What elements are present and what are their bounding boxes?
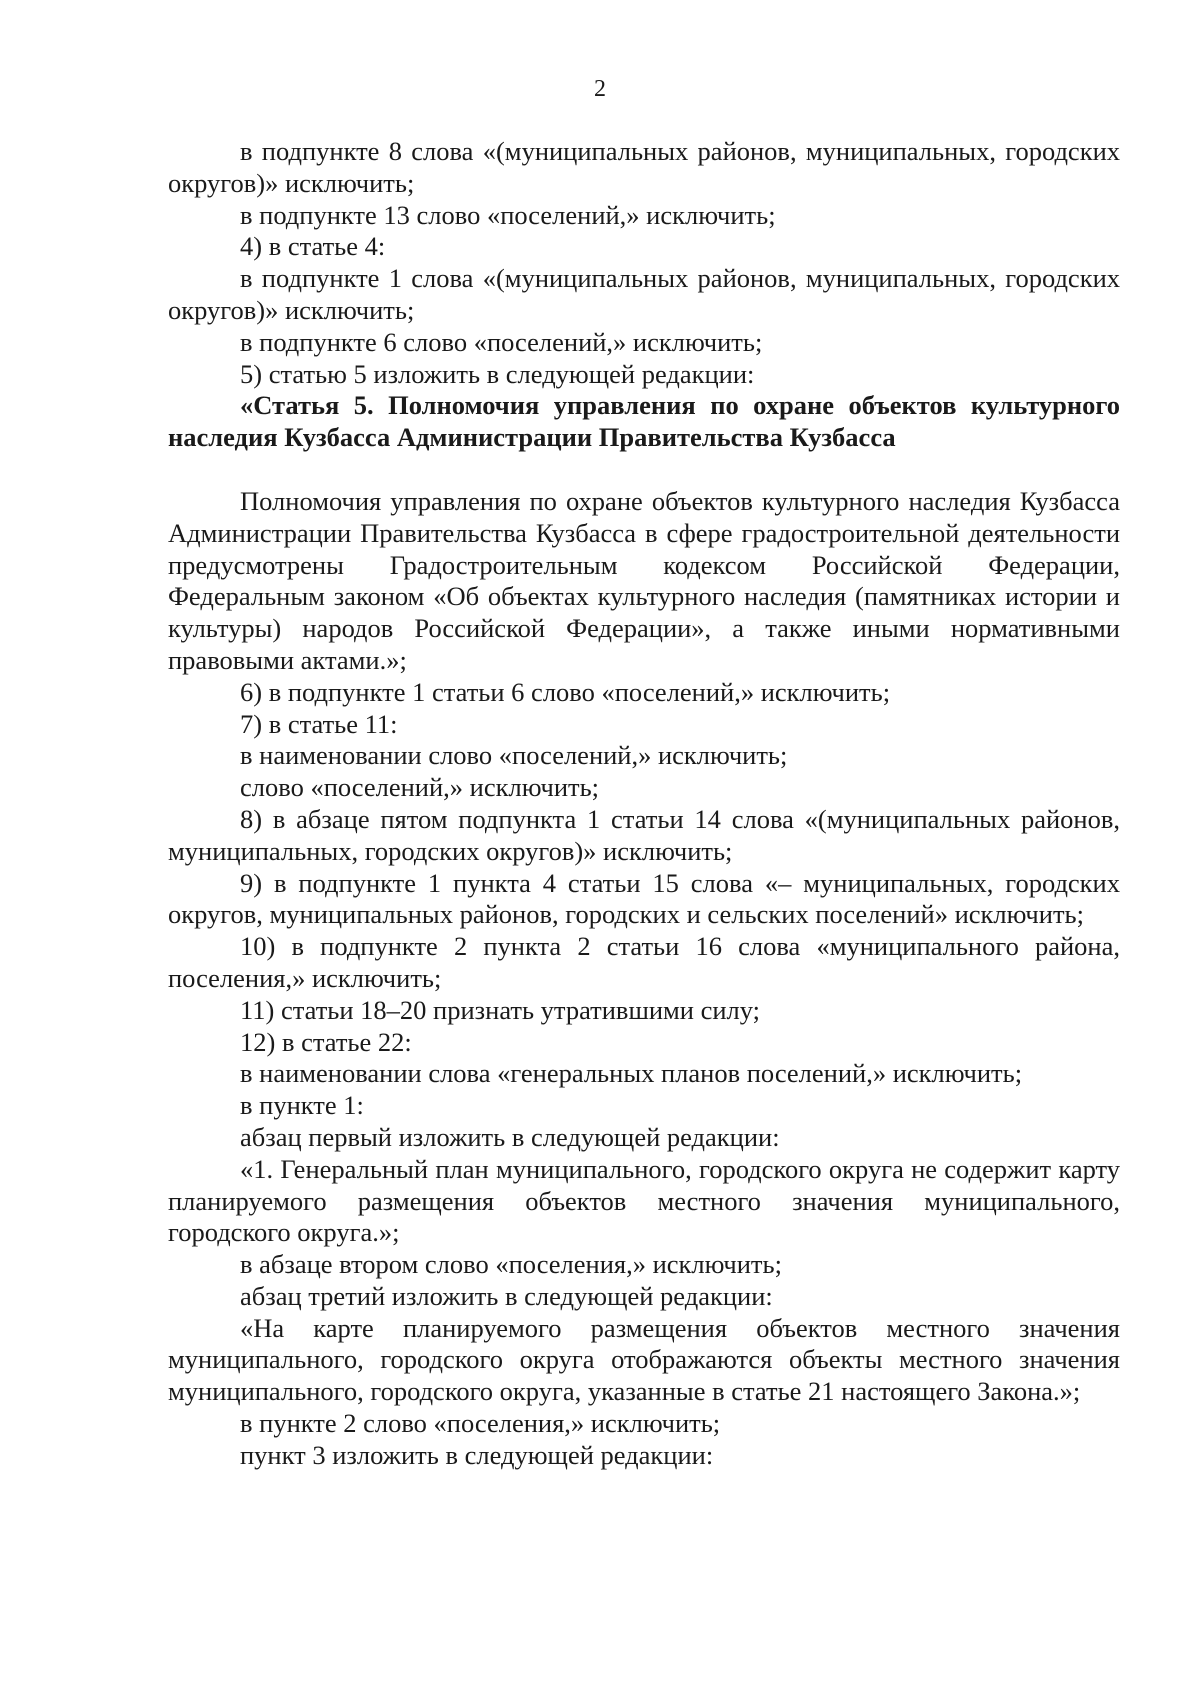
paragraph: слово «поселений,» исключить; [240,772,600,803]
paragraph: в подпункте 6 слово «поселений,» исключить; [240,326,763,357]
article-heading: «Статья 5. Полномочия управления по охране объектов культурного наследия Кузбасса Администрации Правительства Кузбасса [168,390,1120,453]
spacer [168,454,1120,486]
paragraph: 4) в статье 4: [240,231,386,262]
paragraph: 12) в статье 22: [240,1026,412,1057]
paragraph: в наименовании слова «генеральных планов поселений,» исключить; [240,1058,1023,1089]
paragraph: в абзаце втором слово «поселения,» исключить; [240,1249,782,1280]
paragraph: в наименовании слово «поселений,» исключить; [240,740,788,771]
paragraph: 9) в подпункте 1 пункта 4 статьи 15 слова «– муниципальных, городских округов, муниципальных районов, городских и сельских поселений» исключить; [168,867,1120,930]
paragraph: 11) статьи 18–20 признать утратившими силу; [240,994,761,1025]
paragraph: в пункте 2 слово «поселения,» исключить; [240,1408,721,1439]
paragraph: в подпункте 1 слова «(муниципальных районов, муниципальных, городских округов)» исключить; [168,263,1120,325]
paragraph: абзац первый изложить в следующей редакции: [240,1121,780,1152]
paragraph: пункт 3 изложить в следующей редакции: [240,1439,714,1470]
paragraph: 7) в статье 11: [240,708,398,739]
paragraph: абзац третий изложить в следующей редакции: [240,1280,773,1311]
document-body [168,136,1120,1472]
paragraph: в подпункте 13 слово «поселений,» исключить; [240,199,776,230]
paragraph: Полномочия управления по охране объектов культурного наследия Кузбасса Администрации Правительства Кузбасса в сфере градостроительной деятельности предусмотрены Градостроительным кодексом Российской Федерации, Федеральным законом «Об объектах культурного наследия (памятниках истории и культуры) народов Российской Федерации», а также иными нормативными правовыми актами.»; [168,485,1120,675]
paragraph: «На карте планируемого размещения объектов местного значения муниципального, городского округа отображаются объекты местного значения муниципального, городского округа, указанные в статье 21 настоящего Закона.»; [168,1312,1120,1407]
paragraph: в подпункте 8 слова «(муниципальных районов, муниципальных, городских округов)» исключить; [168,136,1120,198]
paragraph: 6) в подпункте 1 статьи 6 слово «поселений,» исключить; [240,676,891,707]
paragraph: 8) в абзаце пятом подпункта 1 статьи 14 слова «(муниципальных районов, муниципальных, городских округов)» исключить; [168,803,1120,866]
paragraph: 5) статью 5 изложить в следующей редакции: [240,358,755,389]
paragraph: в пункте 1: [240,1090,364,1121]
paragraph: «1. Генеральный план муниципального, городского округа не содержит карту планируемого размещения объектов местного значения муниципального, городского округа.»; [168,1153,1120,1248]
page-number: 2 [594,76,606,102]
paragraph: 10) в подпункте 2 пункта 2 статьи 16 слова «муниципального района, поселения,» исключить; [168,931,1120,993]
